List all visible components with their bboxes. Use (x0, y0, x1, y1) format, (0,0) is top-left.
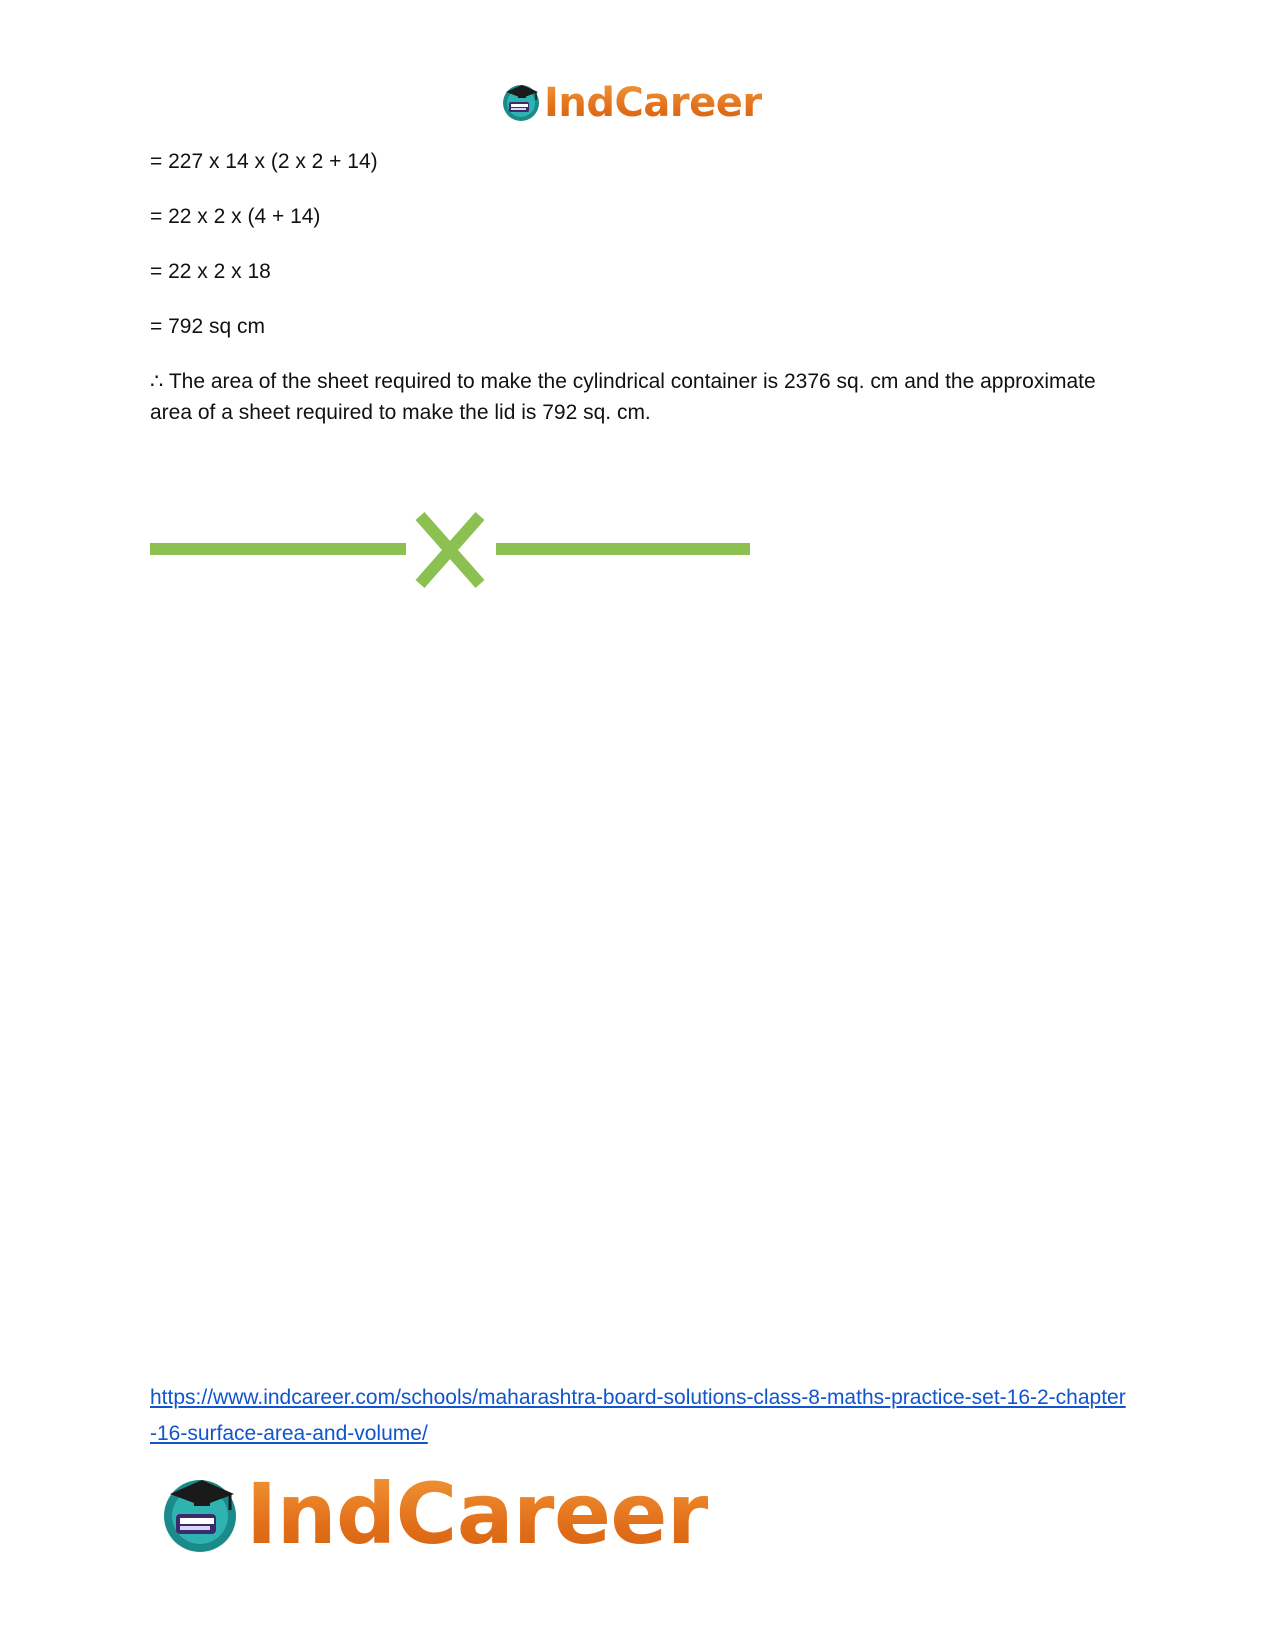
footer-logo-text: IndCareer (246, 1465, 708, 1563)
conclusion-text: ∴ The area of the sheet required to make the cylindrical container is 2376 sq. cm and the approximate area of a sheet required to make the lid is 792 sq. cm. (150, 370, 1096, 424)
calc-line-1: = 227 x 14 x (2 x 2 + 14) (150, 150, 378, 173)
graduation-cap-book-globe-icon (158, 1470, 242, 1559)
header-logo (500, 78, 762, 128)
calc-line-4: = 792 sq cm (150, 315, 265, 338)
graduation-cap-book-globe-icon (500, 80, 542, 127)
source-link-block (150, 1380, 1130, 1452)
solution-content (150, 146, 1130, 452)
source-link[interactable]: https://www.indcareer.com/schools/maharashtra-board-solutions-class-8-maths-practice-set-16-2-chapter-16-surface-area-and-volume/ (150, 1386, 1126, 1445)
calc-line-3: = 22 x 2 x 18 (150, 260, 271, 283)
footer-logo (158, 1464, 708, 1564)
header-logo-text: IndCareer (544, 80, 762, 126)
calc-line-2: = 22 x 2 x (4 + 14) (150, 205, 321, 228)
section-divider (150, 510, 750, 595)
cross-divider-icon (150, 510, 750, 590)
